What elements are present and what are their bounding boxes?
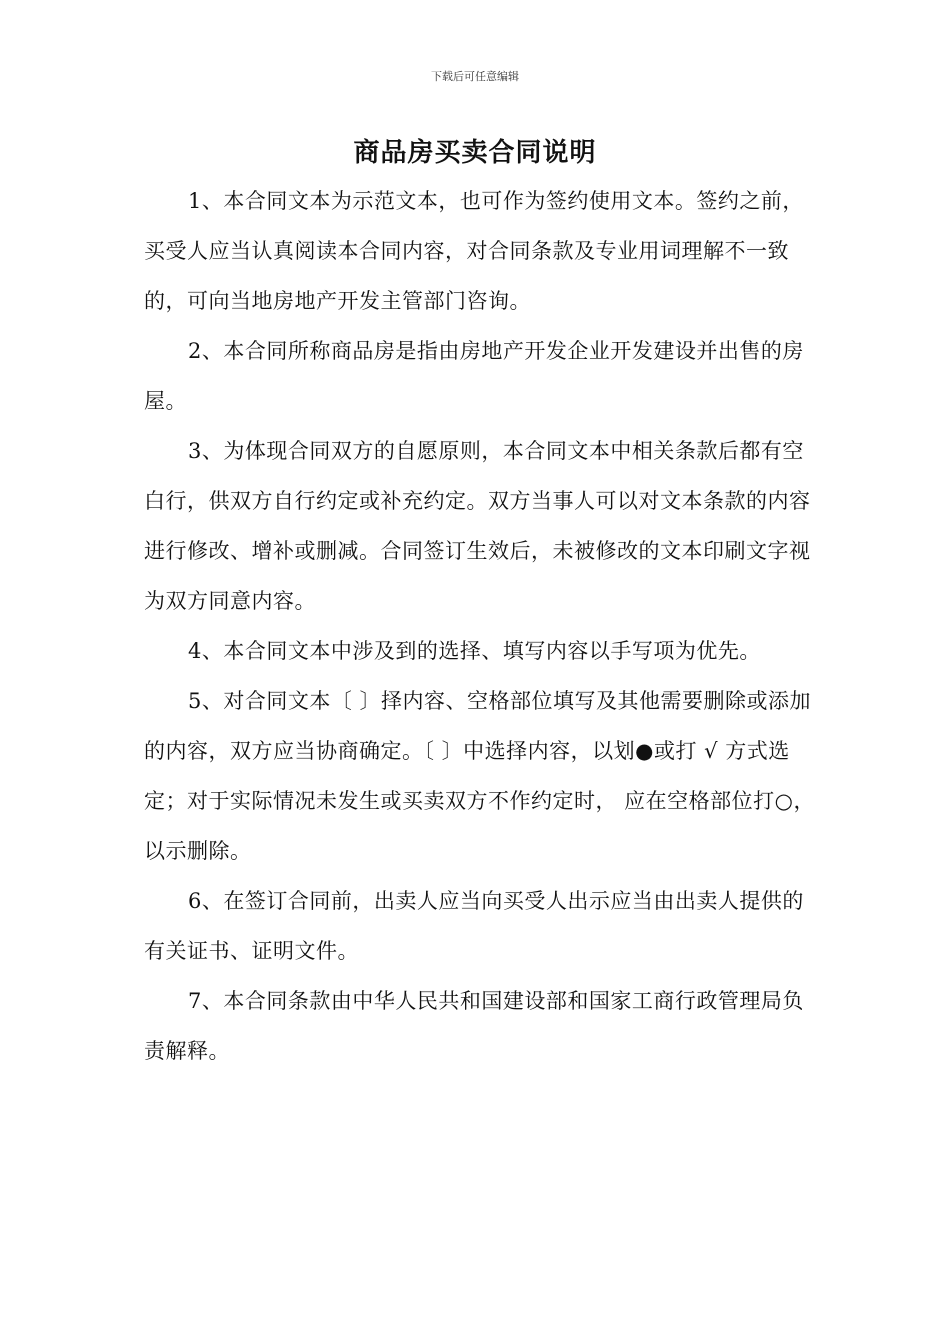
paragraph-6: 6、在签订合同前，出卖人应当向买受人出示应当由出卖人提供的有关证书、证明文件。: [144, 889, 804, 963]
paragraph-3: 3、为体现合同双方的自愿原则，本合同文本中相关条款后都有空白行，供双方自行约定或补充约定。双方当事人可以对文本条款的内容进行修改、增补或删减。合同签订生效后，未被修改的文本印刷文字视为双方同意内容。: [144, 439, 811, 613]
paragraph-5: 5、对合同文本〔 〕择内容、空格部位填写及其他需要删除或添加的内容，双方应当协商确定。〔 〕中选择内容，以划●或打 √ 方式选定；对于实际情况未发生或买卖双方不作约定时， 应在空格部位打○，以示删除。: [144, 689, 815, 863]
paragraph-1: 1、本合同文本为示范文本，也可作为签约使用文本。签约之前，买受人应当认真阅读本合同内容，对合同条款及专业用词理解不一致的，可向当地房地产开发主管部门咨询。: [144, 189, 804, 313]
paragraph-4: 4、本合同文本中涉及到的选择、填写内容以手写项为优先。: [188, 639, 761, 663]
document-title: 商品房买卖合同说明: [353, 138, 597, 168]
paragraph-2: 2、本合同所称商品房是指由房地产开发企业开发建设并出售的房屋。: [144, 339, 804, 413]
header-note: 下载后可任意编辑: [431, 70, 519, 83]
paragraph-7: 7、本合同条款由中华人民共和国建设部和国家工商行政管理局负责解释。: [144, 989, 804, 1063]
document-body: [144, 176, 816, 1076]
